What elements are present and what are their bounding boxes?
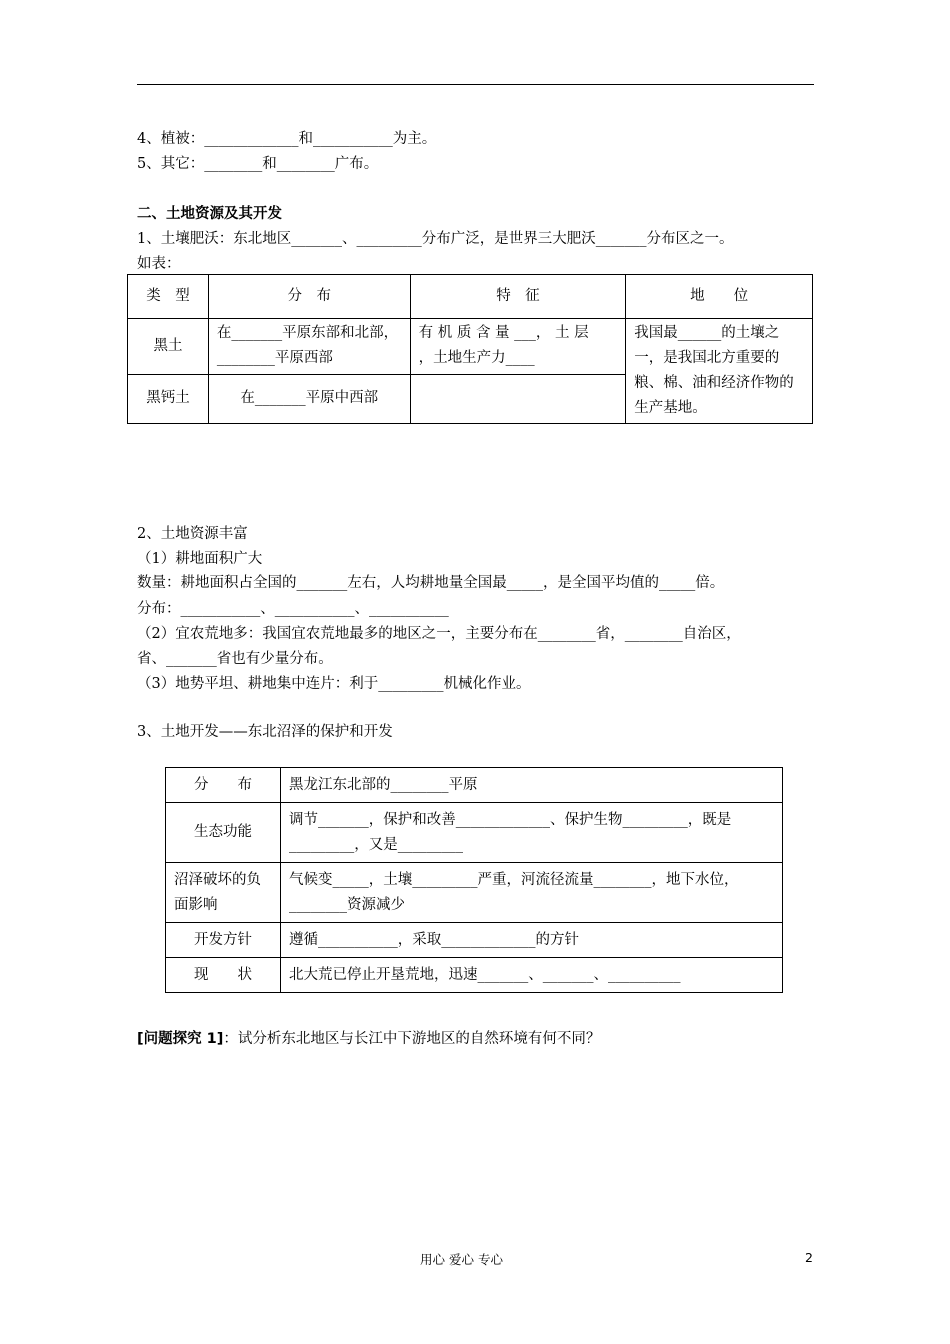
line-wasteland-cont: 省、_______省也有少量分布。 <box>137 651 333 667</box>
line-farmland-large: （1）耕地面积广大 <box>137 551 263 567</box>
table-row <box>166 923 783 958</box>
table-row <box>128 319 813 375</box>
header-feature: 特 征 <box>410 275 626 319</box>
line-distribution: 分布：___________、___________、___________ <box>137 601 449 617</box>
soil-table-header <box>128 275 813 319</box>
question-text: ：试分析东北地区与长江中下游地区的自然环境有何不同？ <box>223 1031 601 1047</box>
section-land-rich: 2、土地资源丰富 <box>137 526 248 542</box>
marsh-label-impact: 沼泽破坏的负面影响 <box>166 863 281 923</box>
table-row <box>166 958 783 993</box>
row1-feature-line1: 有 机 质 含 量 ___， 土 层 <box>418 325 589 342</box>
marsh-label-policy: 开发方针 <box>166 923 281 958</box>
table-row <box>166 803 783 863</box>
marsh-label-status: 现 状 <box>166 958 281 993</box>
marsh-content-status: 北大荒已停止开垦荒地，迅速_______、_______、__________ <box>281 958 783 993</box>
header-rule <box>137 84 814 85</box>
section-heading-land: 二、土地资源及其开发 <box>137 206 282 222</box>
header-distribution: 分 布 <box>208 275 410 319</box>
row2-type: 黑钙土 <box>128 374 209 423</box>
question-line <box>137 1027 600 1048</box>
status-cell: 我国最______的土壤之一，是我国北方重要的粮、棉、油和经济作物的生产基地。 <box>626 319 813 424</box>
row1-feature-line2: ，土地生产力____ <box>418 350 535 367</box>
line-flat-terrain: （3）地势平坦、耕地集中连片：利于_________机械化作业。 <box>137 676 531 692</box>
question-label: [问题探究 1] <box>137 1031 224 1047</box>
row2-distribution: 在_______平原中西部 <box>208 374 410 423</box>
line-others: 5、其它：________和________广布。 <box>137 156 379 172</box>
marsh-content-distribution: 黑龙江东北部的________平原 <box>281 768 783 803</box>
line-wasteland: （2）宜农荒地多：我国宜农荒地最多的地区之一，主要分布在________省，________自治区， <box>137 626 741 642</box>
marsh-content-policy: 遵循___________，采取_____________的方针 <box>281 923 783 958</box>
marsh-content-ecology: 调节_______，保护和改善_____________、保护生物_________，既是_________，又是_________ <box>281 803 783 863</box>
row1-feature <box>410 319 626 375</box>
row1-distribution: 在_______平原东部和北部，________平原西部 <box>208 319 410 375</box>
row2-feature <box>410 374 626 423</box>
header-status: 地 位 <box>626 275 813 319</box>
row1-type: 黑土 <box>128 319 209 375</box>
line-soil-fertile: 1、土壤肥沃：东北地区_______、_________分布广泛，是世界三大肥沃_______分布区之一。 <box>137 231 734 247</box>
table-row <box>166 863 783 923</box>
marsh-content-impact: 气候变_____，土壤_________严重，河流径流量________，地下水位，________资源减少 <box>281 863 783 923</box>
footer-text: 用心 爱心 专心 <box>420 1252 503 1267</box>
soil-table <box>127 274 813 424</box>
page-number: 2 <box>805 1250 813 1265</box>
section-land-development: 3、土地开发——东北沼泽的保护和开发 <box>137 724 393 740</box>
line-quantity: 数量：耕地面积占全国的_______左右，人均耕地量全国最_____，是全国平均值的_____倍。 <box>137 575 725 591</box>
header-type: 类 型 <box>128 275 209 319</box>
marsh-label-distribution: 分 布 <box>166 768 281 803</box>
line-vegetation: 4、植被：_____________和___________为主。 <box>137 131 437 147</box>
table-row <box>166 768 783 803</box>
line-as-table: 如表： <box>137 256 181 272</box>
marsh-label-ecology: 生态功能 <box>166 803 281 863</box>
marsh-table <box>165 767 783 993</box>
